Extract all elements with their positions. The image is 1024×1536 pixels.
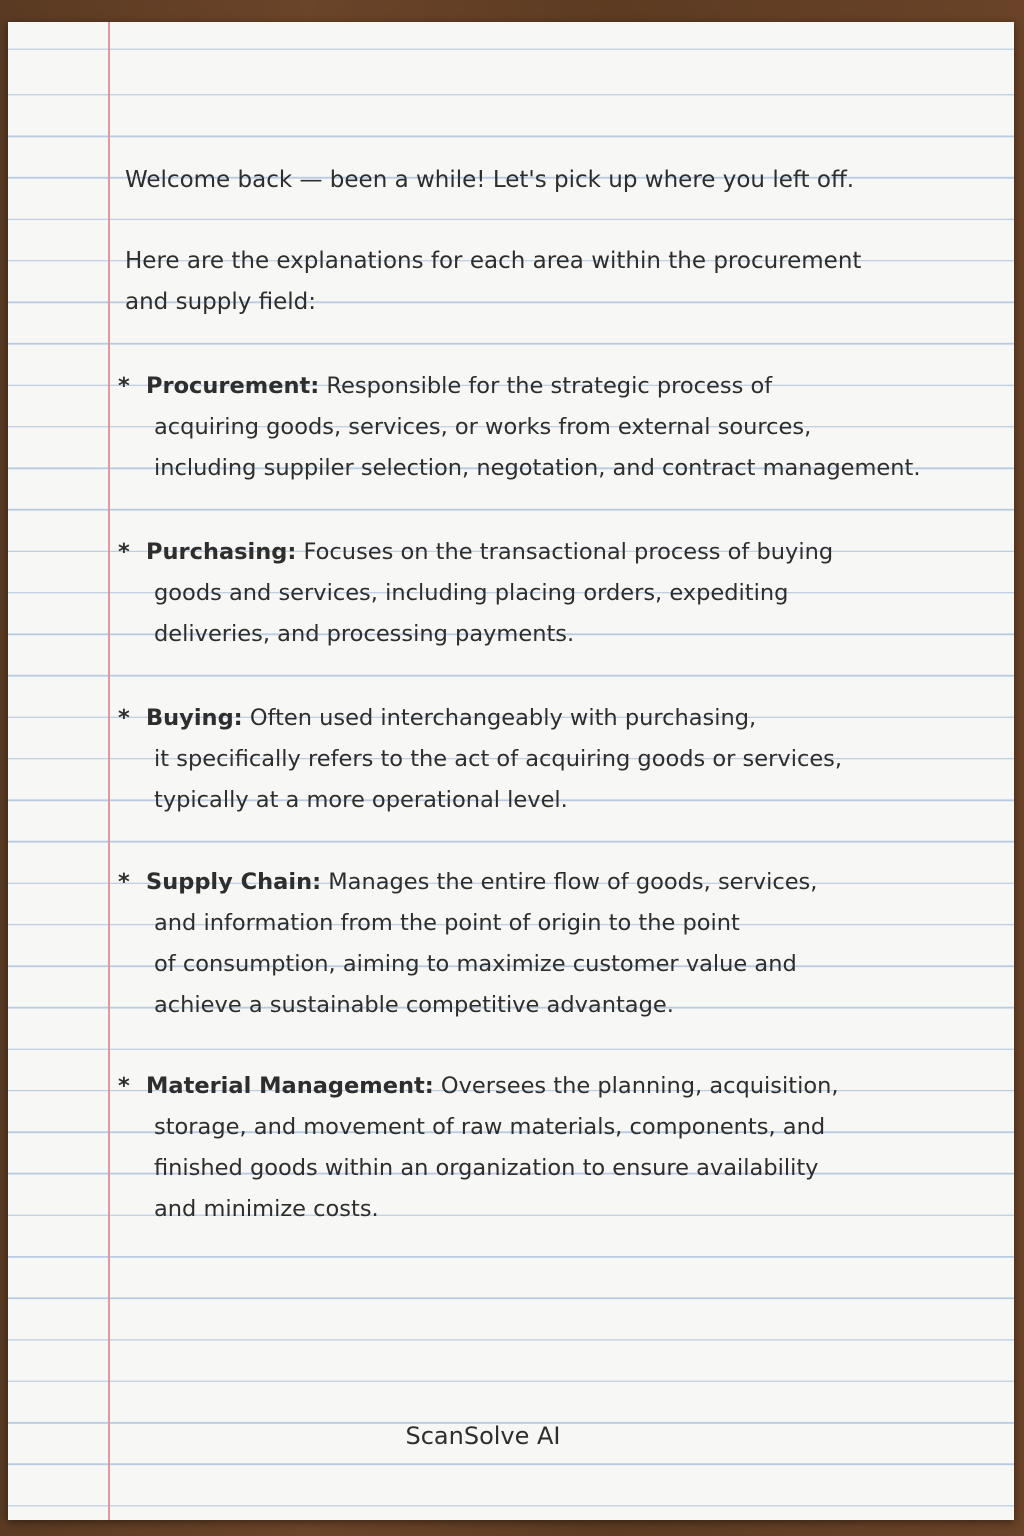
item-text: deliveries, and processing payments. <box>154 621 575 647</box>
item-text: Focuses on the transactional process of buying <box>303 539 834 565</box>
list-item-buying <box>118 698 998 821</box>
bullet-icon: * <box>118 869 130 895</box>
bullet-icon: * <box>118 1073 130 1099</box>
item-first-line <box>118 862 998 903</box>
greeting-text: Welcome back — been a while! Let's pick up where you left off. <box>125 167 855 193</box>
notebook-paper <box>8 22 1014 1520</box>
item-text: goods and services, including placing orders, expediting <box>154 580 789 606</box>
item-text: Often used interchangeably with purchasing, <box>249 705 757 731</box>
bullet-icon: * <box>118 539 130 565</box>
item-term: Supply Chain: <box>146 869 322 895</box>
footer-brand: ScanSolve AI <box>405 1422 561 1450</box>
item-term: Material Management: <box>146 1073 434 1099</box>
list-item-material-management <box>118 1066 998 1230</box>
bullet-icon: * <box>118 705 130 731</box>
item-term: Purchasing: <box>146 539 297 565</box>
item-text: finished goods within an organization to ensure availability <box>154 1155 819 1181</box>
item-term: Procurement: <box>146 373 320 399</box>
item-text: acquiring goods, services, or works from external sources, <box>154 414 812 440</box>
margin-line <box>108 22 110 1520</box>
item-term: Buying: <box>146 705 243 731</box>
intro-text <box>125 241 861 323</box>
list-item-procurement <box>118 366 998 489</box>
item-text: it specifically refers to the act of acquiring goods or services, <box>154 746 843 772</box>
item-text: achieve a sustainable competitive advantage. <box>154 992 674 1018</box>
item-first-line <box>118 1066 998 1107</box>
item-text: and information from the point of origin to the point <box>154 910 740 936</box>
item-text: Oversees the planning, acquisition, <box>440 1073 839 1099</box>
list-item-supply-chain <box>118 862 998 1026</box>
list-item-purchasing <box>118 532 998 655</box>
item-first-line <box>118 366 998 407</box>
item-text: Responsible for the strategic process of <box>326 373 773 399</box>
item-text: and minimize costs. <box>154 1196 379 1222</box>
item-text: of consumption, aiming to maximize customer value and <box>154 951 797 977</box>
intro-line: Here are the explanations for each area within the procurement <box>125 248 862 274</box>
item-text: including suppiler selection, negotation, and contract management. <box>154 455 921 481</box>
item-first-line <box>118 698 998 739</box>
item-first-line <box>118 532 998 573</box>
item-text: typically at a more operational level. <box>154 787 568 813</box>
item-text: storage, and movement of raw materials, components, and <box>154 1114 826 1140</box>
bullet-icon: * <box>118 373 130 399</box>
item-text: Manages the entire flow of goods, services, <box>328 869 818 895</box>
intro-line: and supply field: <box>125 289 317 315</box>
